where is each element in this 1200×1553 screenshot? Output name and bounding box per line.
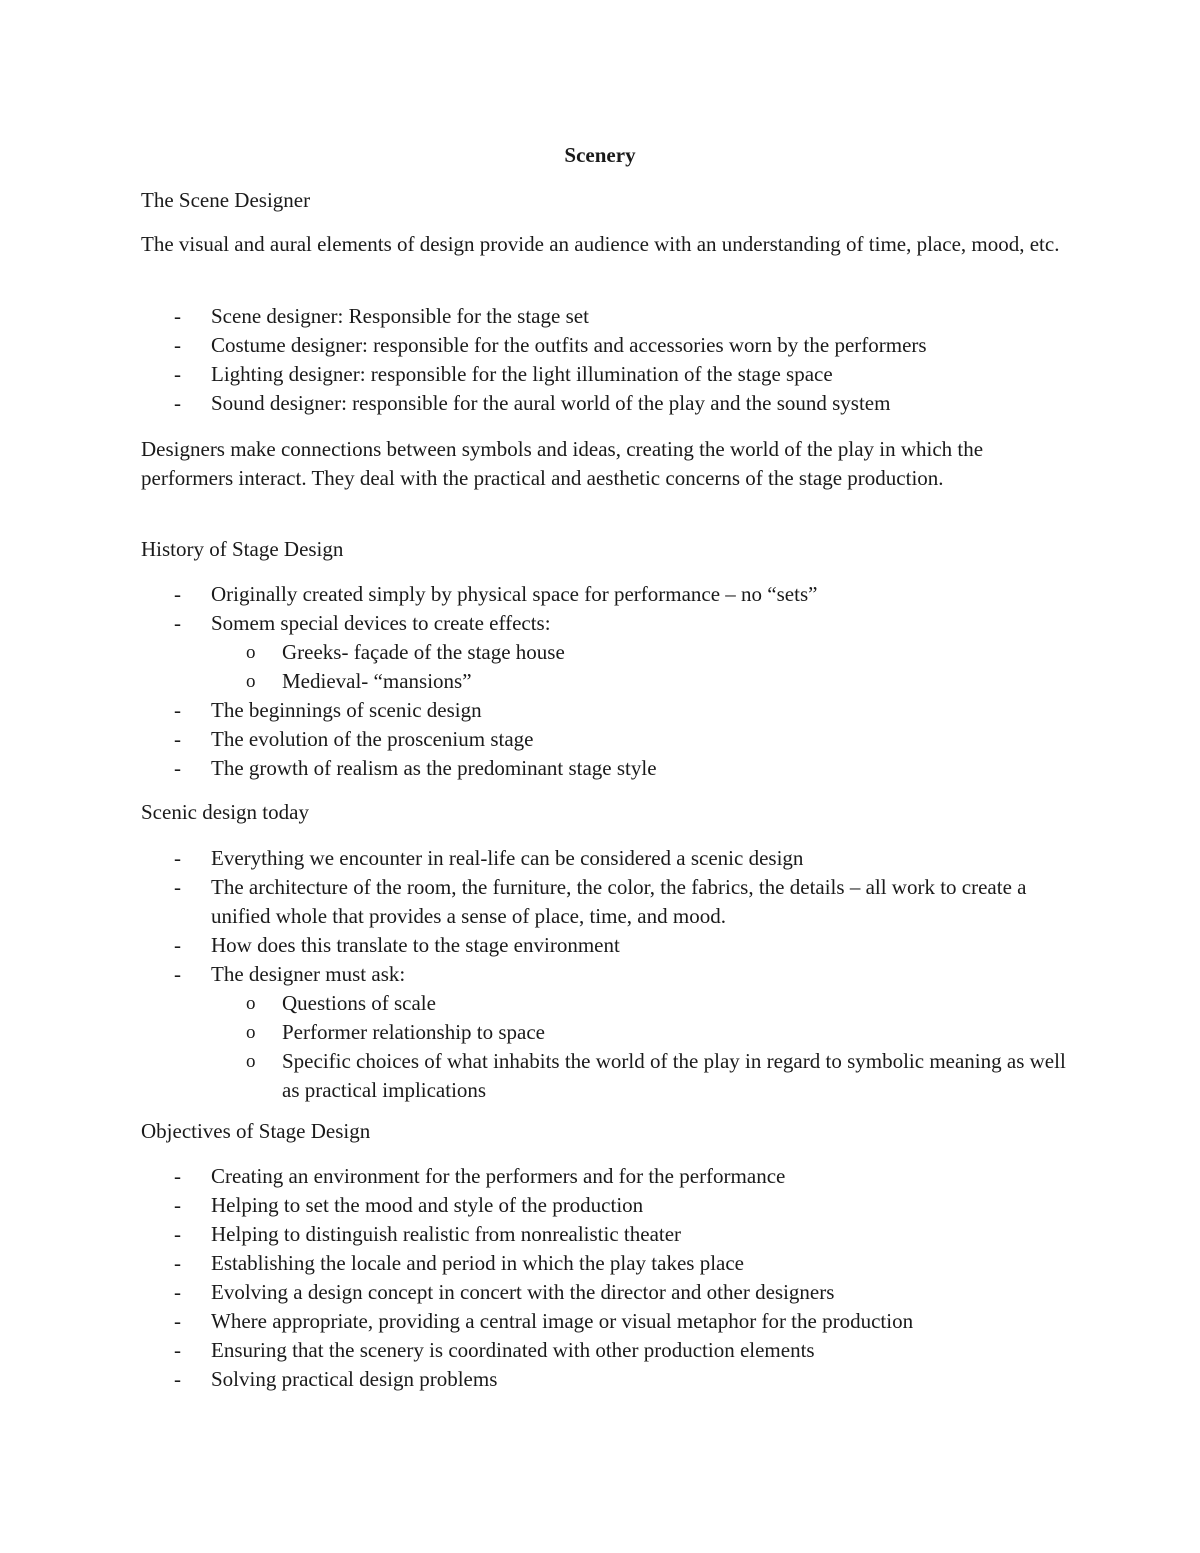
list-item-text: How does this translate to the stage environment (211, 933, 620, 957)
list-item (141, 1249, 1081, 1278)
sub-list-item-text: Greeks- façade of the stage house (282, 640, 565, 664)
dash-marker: - (174, 582, 181, 606)
section-heading-history: History of Stage Design (141, 537, 344, 561)
dash-marker: - (174, 875, 181, 899)
list-item (141, 1307, 1081, 1336)
list-item-text: The beginnings of scenic design (211, 698, 482, 722)
list-item-text: Helping to set the mood and style of the production (211, 1193, 644, 1217)
circle-marker: o (246, 671, 256, 692)
sub-list-item (141, 1018, 1081, 1047)
circle-marker: o (246, 993, 256, 1014)
objectives-list (141, 1162, 1081, 1394)
list-item (141, 609, 1081, 638)
circle-marker: o (246, 1051, 256, 1072)
circle-marker: o (246, 642, 256, 663)
list-item-text: Solving practical design problems (211, 1367, 498, 1391)
list-item (141, 873, 1081, 931)
dash-marker: - (174, 362, 181, 386)
list-item-text: The designer must ask: (211, 962, 406, 986)
designer-roles-list (141, 302, 1081, 418)
sub-list-item-text: Specific choices of what inhabits the world of the play in regard to symbolic meaning as well as practical implications (282, 1049, 1066, 1102)
list-item-text: Everything we encounter in real-life can be considered a scenic design (211, 846, 804, 870)
list-item (141, 696, 1081, 725)
section-heading-scenic-today: Scenic design today (141, 800, 309, 824)
page-title: Scenery (564, 143, 636, 167)
dash-marker: - (174, 933, 181, 957)
section-heading-objectives: Objectives of Stage Design (141, 1119, 371, 1143)
dash-marker: - (174, 1338, 181, 1362)
dash-marker: - (174, 1193, 181, 1217)
dash-marker: - (174, 698, 181, 722)
dash-marker: - (174, 1309, 181, 1333)
dash-marker: - (174, 391, 181, 415)
list-item-text: Scene designer: Responsible for the stage set (211, 304, 589, 328)
list-item (141, 360, 1081, 389)
list-item (141, 1220, 1081, 1249)
dash-marker: - (174, 727, 181, 751)
list-item-text: Sound designer: responsible for the aural world of the play and the sound system (211, 391, 891, 415)
list-item (141, 725, 1081, 754)
list-item-text: Originally created simply by physical space for performance – no “sets” (211, 582, 818, 606)
dash-marker: - (174, 846, 181, 870)
sub-list-item-text: Medieval- “mansions” (282, 669, 472, 693)
list-item (141, 844, 1081, 873)
list-item (141, 754, 1081, 783)
list-item-text: Evolving a design concept in concert with the director and other designers (211, 1280, 835, 1304)
list-item-text: Lighting designer: responsible for the light illumination of the stage space (211, 362, 833, 386)
list-item-text: Helping to distinguish realistic from nonrealistic theater (211, 1222, 682, 1246)
dash-marker: - (174, 611, 181, 635)
list-item-text: Creating an environment for the performers and for the performance (211, 1164, 786, 1188)
sub-list-item (141, 989, 1081, 1018)
sub-list-item (141, 638, 1081, 667)
list-item (141, 1162, 1081, 1191)
scenic-today-list (141, 844, 1081, 1105)
history-list (141, 580, 1081, 783)
list-item (141, 580, 1081, 609)
sub-list-item (141, 1047, 1081, 1105)
dash-marker: - (174, 962, 181, 986)
designers-paragraph: Designers make connections between symbols and ideas, creating the world of the play in which the performers interact. They deal with the practical and aesthetic concerns of the stage production. (141, 437, 984, 490)
list-item (141, 960, 1081, 989)
circle-marker: o (246, 1022, 256, 1043)
scene-designer-intro: The visual and aural elements of design provide an audience with an understanding of time, place, mood, etc. (141, 232, 1060, 256)
list-item-text: Establishing the locale and period in which the play takes place (211, 1251, 744, 1275)
sub-list-item (141, 667, 1081, 696)
list-item (141, 1365, 1081, 1394)
list-item (141, 1336, 1081, 1365)
dash-marker: - (174, 1367, 181, 1391)
list-item-text: The architecture of the room, the furniture, the color, the fabrics, the details – all work to create a unified whole that provides a sense of place, time, and mood. (211, 875, 1027, 928)
dash-marker: - (174, 1251, 181, 1275)
list-item-text: Ensuring that the scenery is coordinated with other production elements (211, 1338, 815, 1362)
list-item-text: The evolution of the proscenium stage (211, 727, 534, 751)
list-item-text: The growth of realism as the predominant stage style (211, 756, 657, 780)
dash-marker: - (174, 1280, 181, 1304)
list-item (141, 389, 1081, 418)
sub-list-item-text: Performer relationship to space (282, 1020, 545, 1044)
dash-marker: - (174, 333, 181, 357)
list-item (141, 1191, 1081, 1220)
list-item-text: Where appropriate, providing a central image or visual metaphor for the production (211, 1309, 914, 1333)
list-item (141, 331, 1081, 360)
dash-marker: - (174, 1164, 181, 1188)
list-item (141, 302, 1081, 331)
list-item-text: Costume designer: responsible for the outfits and accessories worn by the performers (211, 333, 927, 357)
dash-marker: - (174, 304, 181, 328)
sub-list-item-text: Questions of scale (282, 991, 436, 1015)
dash-marker: - (174, 756, 181, 780)
dash-marker: - (174, 1222, 181, 1246)
list-item (141, 1278, 1081, 1307)
list-item-text: Somem special devices to create effects: (211, 611, 551, 635)
section-heading-scene-designer: The Scene Designer (141, 188, 311, 212)
list-item (141, 931, 1081, 960)
